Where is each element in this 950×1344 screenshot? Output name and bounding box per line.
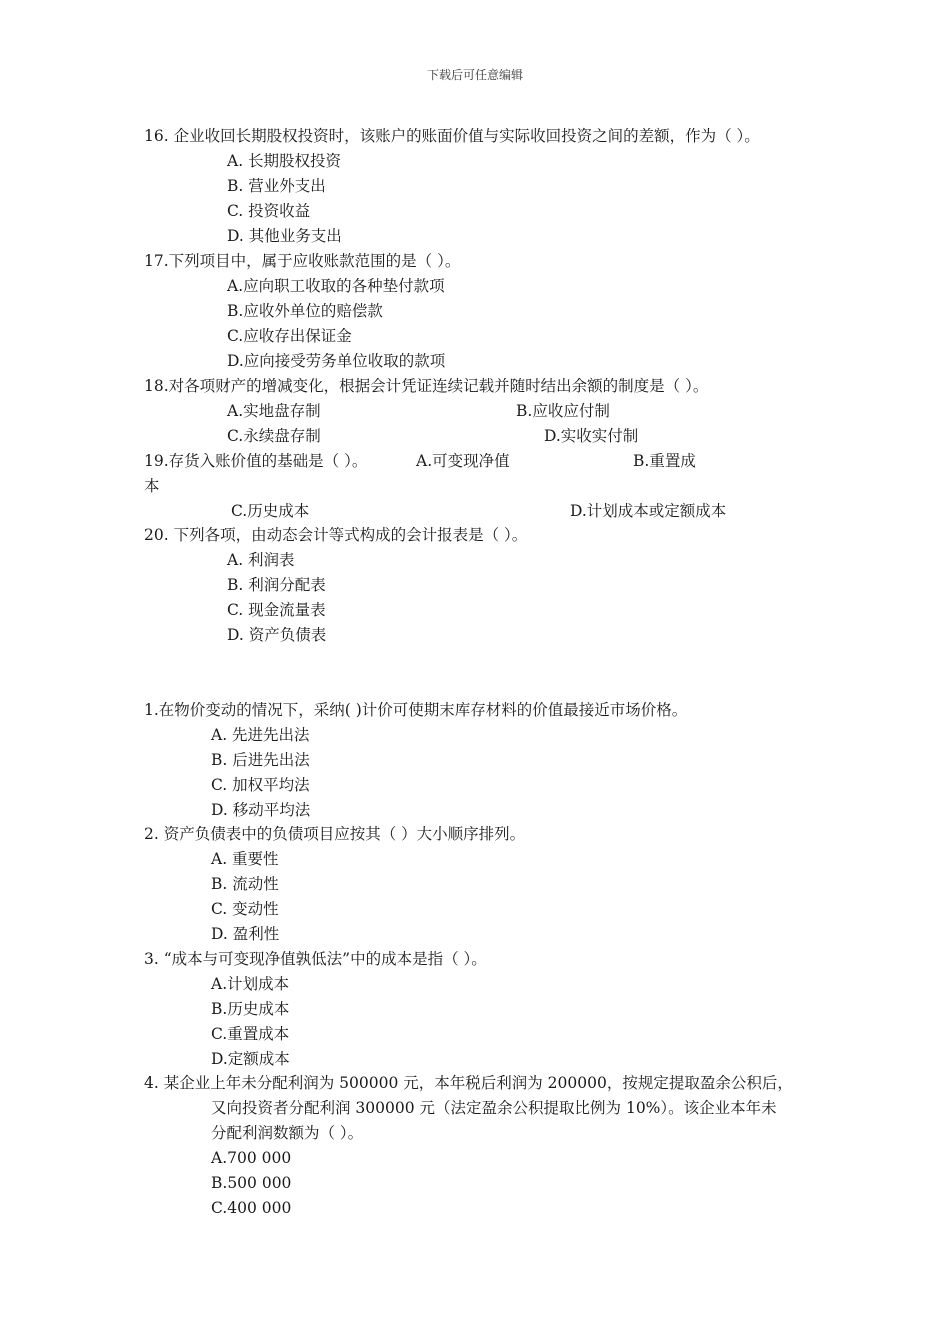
- option-3a: A.计划成本: [211, 975, 290, 993]
- option-19c: C.历史成本: [231, 502, 310, 520]
- option-20a: A. 利润表: [227, 551, 295, 569]
- option-18d: D.实收实付制: [544, 427, 639, 445]
- option-3d: D.定额成本: [211, 1050, 290, 1068]
- option-17a: A.应向职工收取的各种垫付款项: [227, 277, 445, 295]
- question-20: 20. 下列各项，由动态会计等式构成的会计报表是（ ）。: [144, 526, 528, 544]
- option-4b: B.500 000: [211, 1174, 292, 1192]
- option-1d: D. 移动平均法: [211, 801, 311, 819]
- question-1: 1.在物价变动的情况下，采纳( )计价可使期末库存材料的价值最接近市场价格。: [144, 701, 688, 719]
- option-2d: D. 盈利性: [211, 925, 280, 943]
- question-4: 4. 某企业上年未分配利润为 500000 元，本年税后利润为 200000，按规定提取盈余公积后，: [144, 1074, 793, 1092]
- option-1c: C. 加权平均法: [211, 776, 310, 794]
- option-17b: B.应收外单位的赔偿款: [227, 302, 383, 320]
- option-19d: D.计划成本或定额成本: [570, 502, 727, 520]
- option-19b: B.重置成: [633, 452, 696, 470]
- option-1a: A. 先进先出法: [211, 726, 310, 744]
- option-4a: A.700 000: [211, 1149, 292, 1167]
- option-18c: C.永续盘存制: [227, 427, 321, 445]
- option-17c: C.应收存出保证金: [227, 327, 352, 345]
- question-18: 18.对各项财产的增减变化，根据会计凭证连续记载并随时结出余额的制度是（ ）。: [144, 377, 709, 395]
- option-16c: C. 投资收益: [227, 202, 311, 220]
- question-16: 16. 企业收回长期股权投资时，该账户的账面价值与实际收回投资之间的差额，作为（ ）。: [144, 127, 760, 145]
- option-4c: C.400 000: [211, 1199, 292, 1217]
- option-17d: D.应向接受劳务单位收取的款项: [227, 352, 446, 370]
- option-2a: A. 重要性: [211, 850, 279, 868]
- option-16d: D. 其他业务支出: [227, 227, 342, 245]
- option-1b: B. 后进先出法: [211, 751, 310, 769]
- option-19b-continued: 本: [144, 477, 160, 495]
- option-2b: B. 流动性: [211, 875, 279, 893]
- question-3: 3. “成本与可变现净值孰低法”中的成本是指（ ）。: [144, 950, 487, 968]
- option-18a: A.实地盘存制: [227, 402, 321, 420]
- option-19a: A.可变现净值: [416, 452, 510, 470]
- option-16b: B. 营业外支出: [227, 177, 326, 195]
- option-20b: B. 利润分配表: [227, 576, 326, 594]
- question-4-line2: 又向投资者分配利润 300000 元（法定盈余公积提取比例为 10%）。该企业本年未: [211, 1099, 777, 1117]
- question-4-line3: 分配利润数额为（ ）。: [211, 1124, 364, 1142]
- option-16a: A. 长期股权投资: [227, 152, 342, 170]
- option-20d: D. 资产负债表: [227, 626, 327, 644]
- question-19: 19.存货入账价值的基础是（ ）。: [144, 452, 368, 470]
- option-18b: B.应收应付制: [516, 402, 610, 420]
- option-3b: B.历史成本: [211, 1000, 290, 1018]
- question-2: 2. 资产负债表中的负债项目应按其（ ）大小顺序排列。: [144, 825, 526, 843]
- option-3c: C.重置成本: [211, 1025, 290, 1043]
- option-20c: C. 现金流量表: [227, 601, 326, 619]
- option-2c: C. 变动性: [211, 900, 279, 918]
- question-17: 17.下列项目中，属于应收账款范围的是（ ）。: [144, 252, 461, 270]
- page-header: 下载后可任意编辑: [426, 68, 523, 82]
